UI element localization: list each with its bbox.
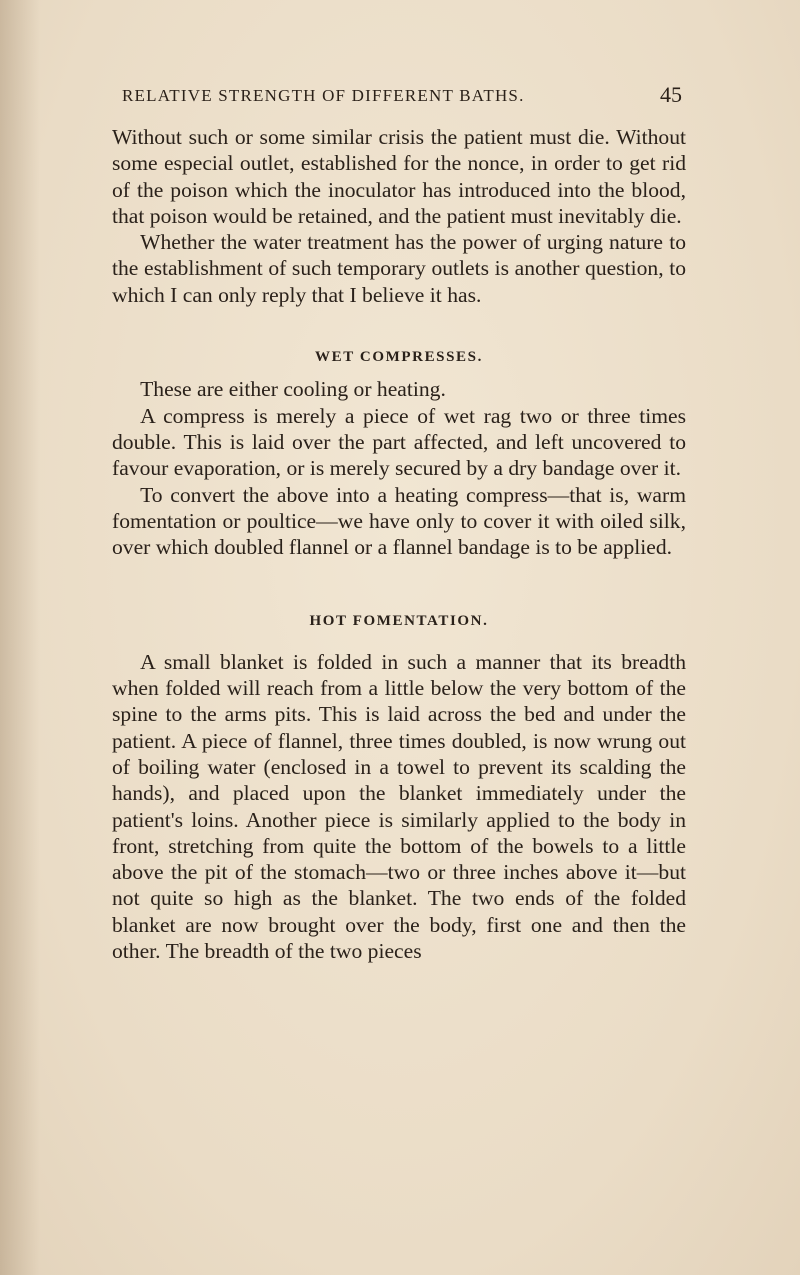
page-gutter-shadow [0,0,40,1275]
section-heading-wet-compresses: WET COMPRESSES. [315,349,483,366]
body-text [112,124,686,964]
paragraph: These are either cooling or heating. [140,377,446,402]
paragraph: To convert the above into a heating compress—that is, warm fomentation or poultice—we have only to cover it with oiled silk, over which doubled flannel or a flannel bandage is to be applied. [112,482,686,560]
page-number: 45 [660,82,682,107]
paragraph: Whether the water treatment has the power of urging nature to the establishment of such temporary outlets is another question, to which I can only reply that I believe it has. [112,230,686,307]
running-head [122,82,682,110]
section-heading-hot-fomentation: HOT FOMENTATION. [309,613,489,630]
running-title: RELATIVE STRENGTH OF DIFFERENT BATHS. [122,86,525,105]
paragraph: A small blanket is folded in such a manner that its breadth when folded will reach from a little below the very bottom of the spine to the arms pits. This is laid across the bed and under the patient. A piece of flannel, three times doubled, is now wrung out of boiling water (enclosed in a towel to prevent its scalding the hands), and placed upon the blanket immediately under the patient's loins. Another piece is similarly applied to the body in front, stretching from quite the bottom of the bowels to a little above the pit of the stomach—two or three inches above it—but not quite so high as the blanket. The two ends of the folded blanket are now brought over the body, first one and then the other. The breadth of the two pieces [112,649,686,964]
paragraph: Without such or some similar crisis the patient must die. Without some especial outlet, established for the nonce, in order to get rid of the poison which the inoculator has introduced into the blood, that poison would be retained, and the patient must inevitably die. [112,125,686,228]
paragraph: A compress is merely a piece of wet rag two or three times double. This is laid over the part affected, and left uncovered to favour evaporation, or is merely secured by a dry bandage over it. [112,403,686,481]
